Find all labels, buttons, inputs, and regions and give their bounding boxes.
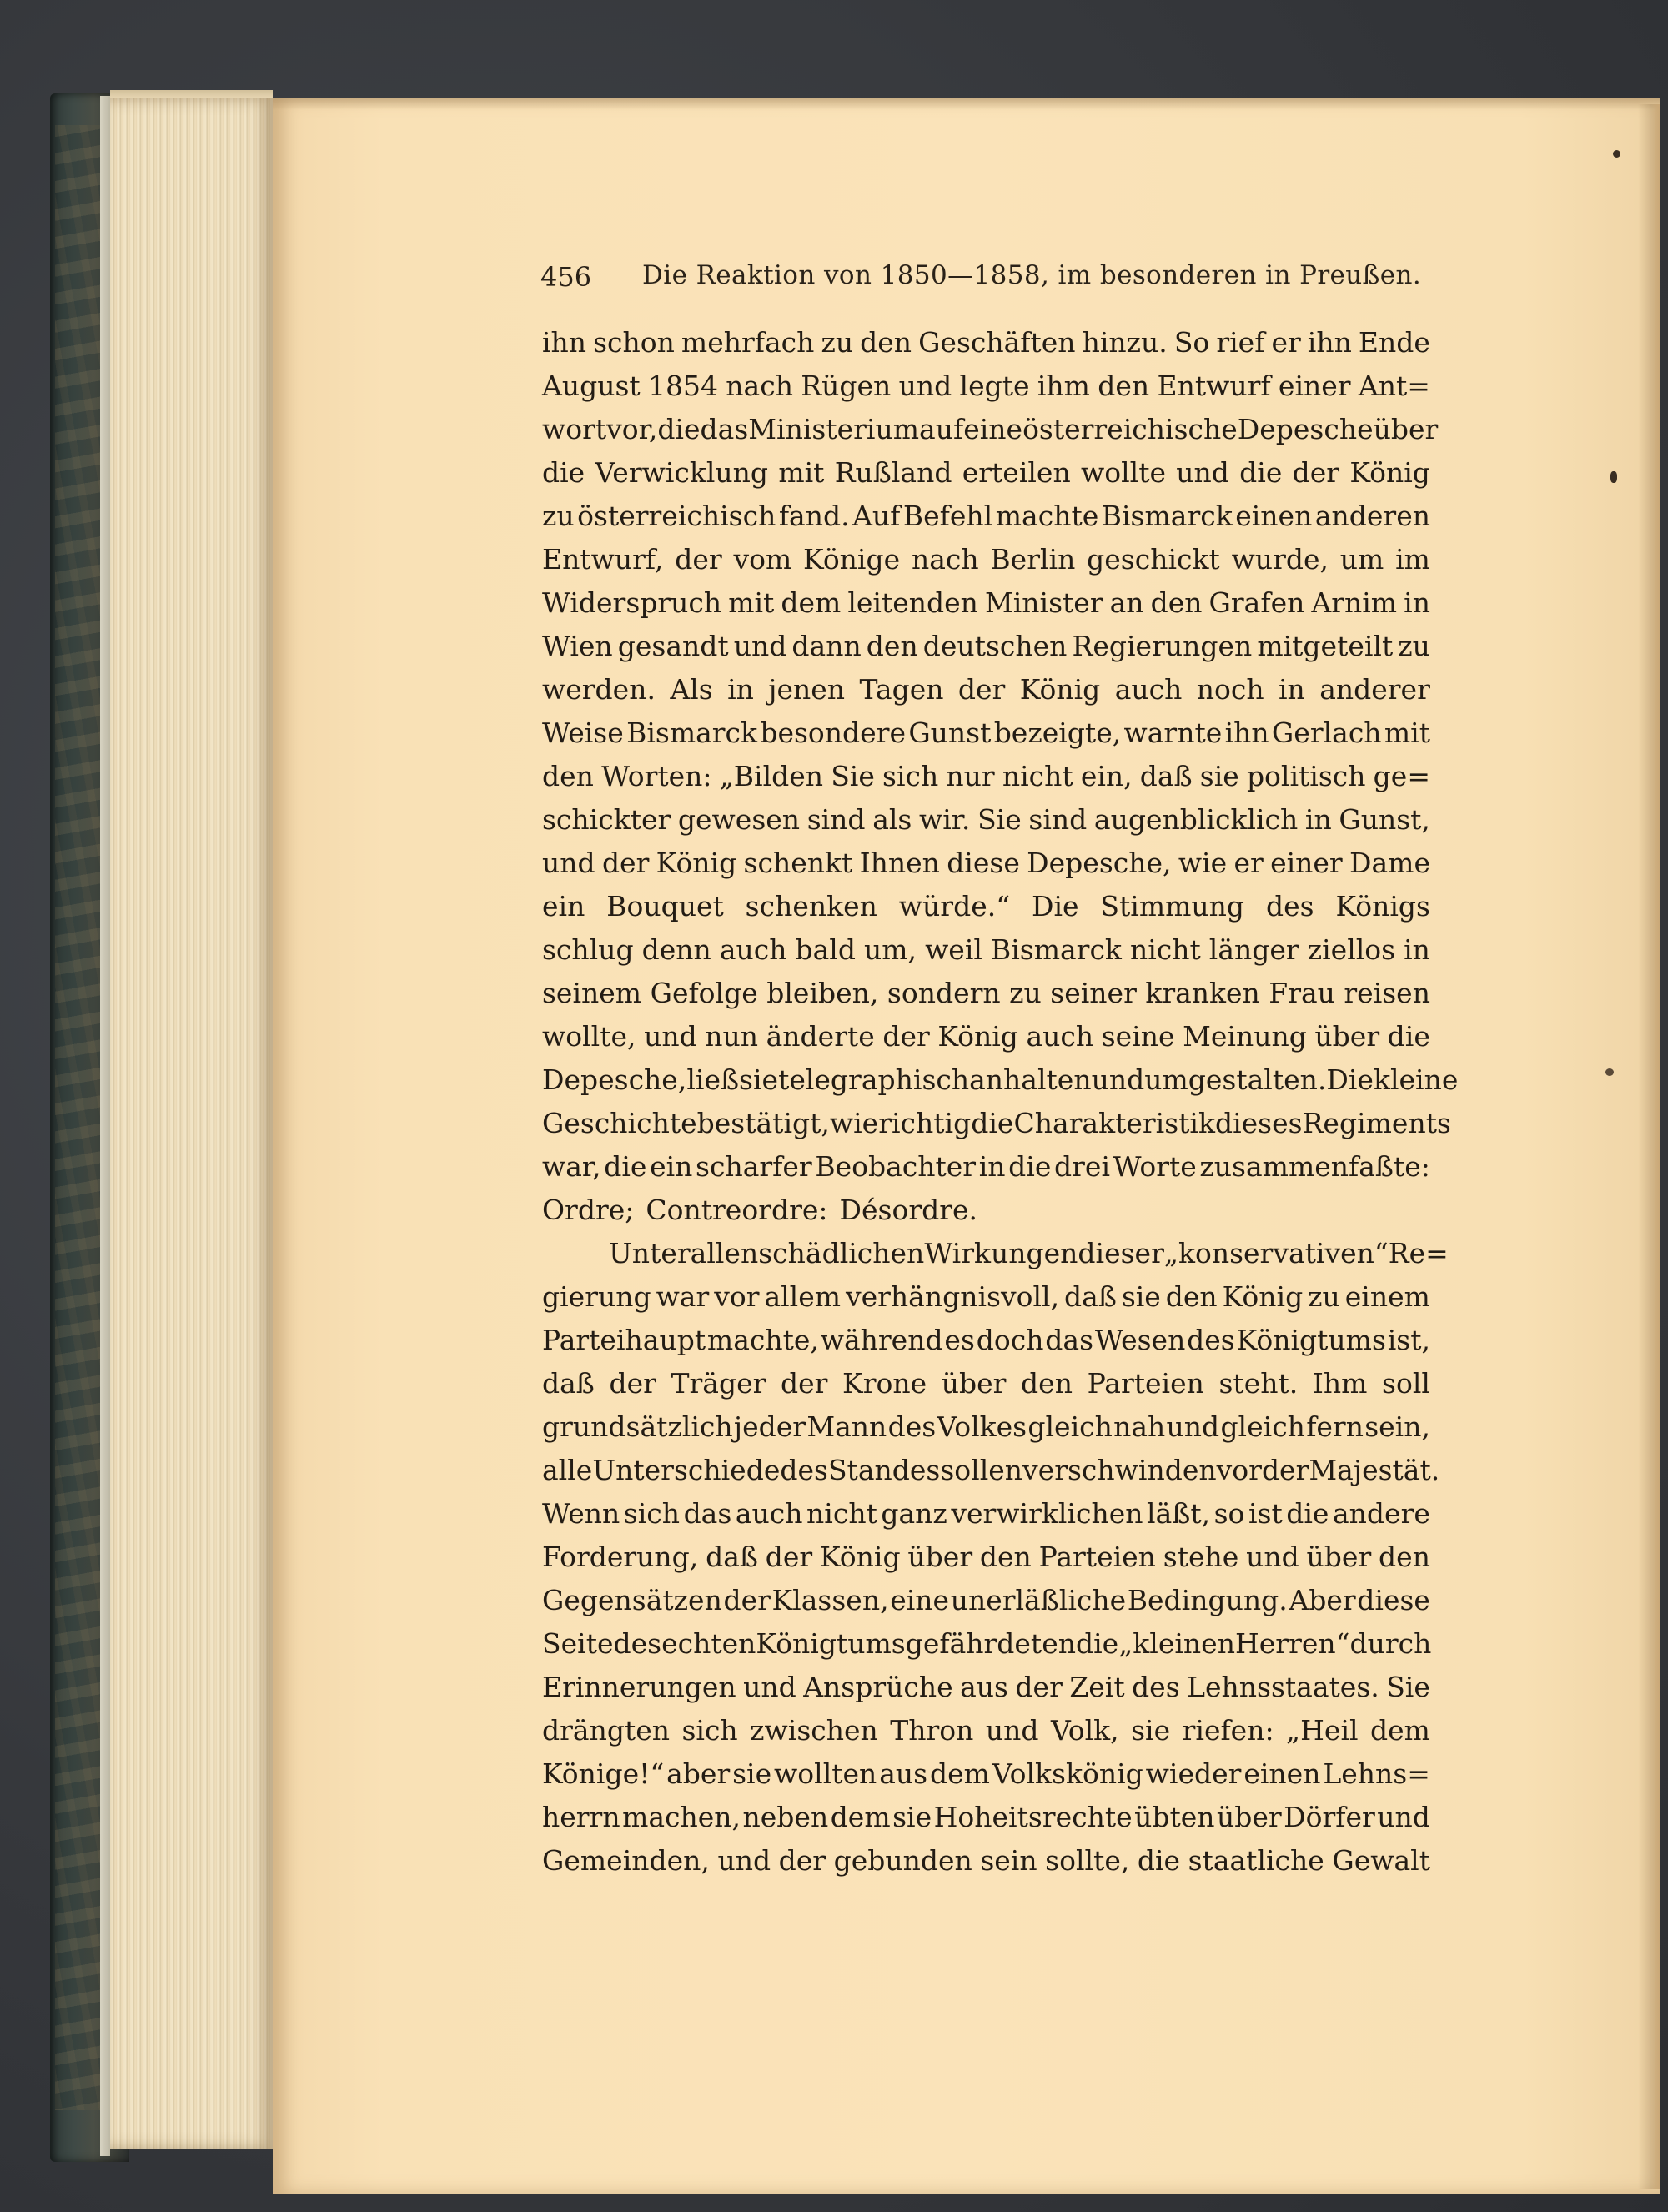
text-line: Seite des echten Königtums gefährdeten die „kleinen Herren“ durch	[542, 1627, 1432, 1660]
text-line: gierung war vor allem verhängnisvoll, daß sie den König zu einem	[542, 1280, 1430, 1313]
text-line: Gegensätzen der Klassen, eine unerläßliche Bedingung. Aber diese	[542, 1584, 1430, 1616]
text-line: August 1854 nach Rügen und legte ihm den Entwurf einer Ant=	[542, 370, 1430, 402]
text-line: wollte, und nun änderte der König auch seine Meinung über die	[542, 1020, 1430, 1053]
text-line: daß der Träger der Krone über den Parteien steht. Ihm soll	[542, 1367, 1430, 1400]
text-line: Könige!“ aber sie wollten aus dem Volkskönig wieder einen Lehns=	[542, 1757, 1430, 1790]
text-line: schlug denn auch bald um, weil Bismarck nicht länger ziellos in	[542, 933, 1430, 966]
marbled-cover-pattern	[55, 125, 101, 2110]
text-line: Erinnerungen und Ansprüche aus der Zeit des Lehnsstaates. Sie	[542, 1671, 1430, 1703]
text-line: seinem Gefolge bleiben, sondern zu seiner kranken Frau reisen	[542, 977, 1430, 1009]
text-line: Wenn sich das auch nicht ganz verwirklichen läßt, so ist die andere	[542, 1497, 1430, 1530]
text-line: wort vor, die das Ministerium auf eine österreichische Depesche über	[542, 413, 1439, 445]
margin-mark	[1613, 150, 1620, 158]
page-top-shadow	[273, 98, 1660, 110]
text-line: war, die ein scharfer Beobachter in die drei Worte zusammenfaßte:	[542, 1150, 1430, 1183]
margin-mark	[1605, 1068, 1614, 1076]
text-line: Unter allen schädlichen Wirkungen dieser „konservativen“ Re=	[609, 1237, 1449, 1269]
running-title: Die Reaktion von 1850—1858, im besonderen in Preußen.	[642, 260, 1422, 290]
text-line: Widerspruch mit dem leitenden Minister an den Grafen Arnim in	[542, 586, 1430, 619]
text-line: die Verwicklung mit Rußland erteilen wollte und die der König	[542, 456, 1430, 489]
text-line: herrn machen, neben dem sie Hoheitsrechte übten über Dörfer und	[542, 1801, 1430, 1833]
text-line: und der König schenkt Ihnen diese Depesche, wie er einer Dame	[542, 847, 1430, 879]
text-line: alle Unterschiede des Standes sollen verschwinden vor der Majestät.	[542, 1454, 1440, 1486]
body-text	[542, 321, 1459, 1883]
text-line: zu österreichisch fand. Auf Befehl machte Bismarck einen anderen	[542, 500, 1430, 532]
page-number: 456	[540, 261, 592, 293]
text-line: Geschichte bestätigt, wie richtig die Charakteristik dieses Regiments	[542, 1107, 1451, 1139]
text-line: Parteihaupt machte, während es doch das Wesen des Königtums ist,	[542, 1324, 1430, 1356]
text-line: drängten sich zwischen Thron und Volk, sie riefen: „Heil dem	[542, 1714, 1430, 1747]
text-line: Wien gesandt und dann den deutschen Regierungen mitgeteilt zu	[542, 630, 1430, 662]
text-line: Forderung, daß der König über den Parteien stehe und über den	[542, 1541, 1430, 1573]
cover-edge	[100, 96, 110, 2156]
text-line: Depesche, ließ sie telegraphisch anhalten und umgestalten. Die kleine	[542, 1063, 1459, 1096]
page-stack-edges	[110, 98, 273, 2149]
text-line: den Worten: „Bilden Sie sich nur nicht ein, daß sie politisch ge=	[542, 760, 1430, 792]
page-right-edge	[1638, 104, 1660, 2189]
text-line: ihn schon mehrfach zu den Geschäften hinzu. So rief er ihn Ende	[542, 326, 1430, 359]
text-line: Ordre; Contreordre: Désordre.	[542, 1194, 978, 1226]
text-line: werden. Als in jenen Tagen der König auch noch in anderer	[542, 673, 1430, 706]
text-line: Weise Bismarck besondere Gunst bezeigte, warnte ihn Gerlach mit	[542, 716, 1430, 749]
text-line: ein Bouquet schenken würde.“ Die Stimmung des Königs	[542, 890, 1430, 923]
margin-mark	[1610, 471, 1617, 483]
text-line: schickter gewesen sind als wir. Sie sind augenblicklich in Gunst,	[542, 803, 1430, 836]
text-line: Gemeinden, und der gebunden sein sollte, die staatliche Gewalt	[542, 1844, 1430, 1877]
text-line: grundsätzlich jeder Mann des Volkes gleich nah und gleich fern sein,	[542, 1410, 1430, 1443]
text-line: Entwurf, der vom Könige nach Berlin geschickt wurde, um im	[542, 543, 1430, 576]
